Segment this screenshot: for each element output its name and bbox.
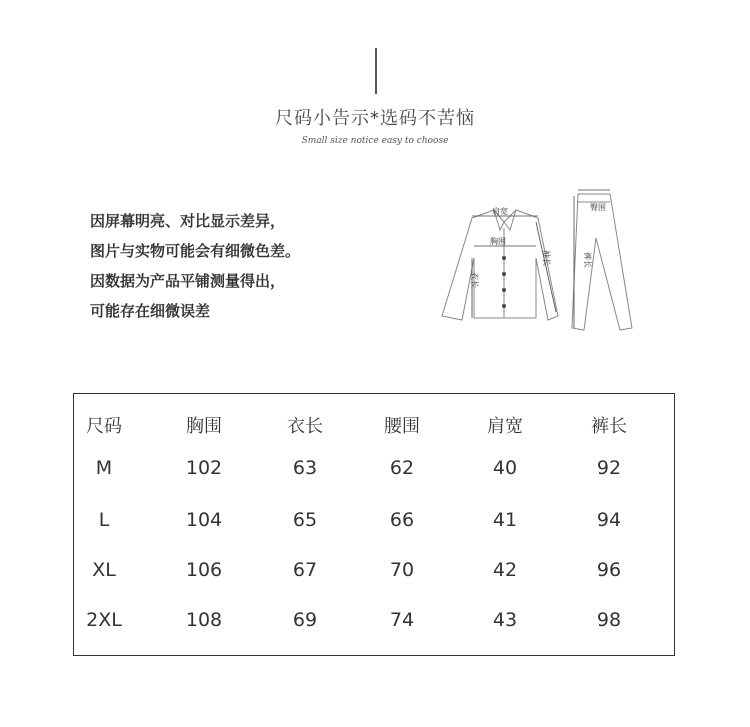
pajama-illustration-icon (432, 188, 640, 338)
divider-line (375, 48, 377, 94)
chest-label: 胸围 (490, 237, 506, 246)
cell-shoulder: 41 (492, 509, 518, 531)
header-length: 衣长 (287, 416, 323, 437)
header-shoulder: 肩宽 (487, 416, 523, 437)
cell-pants-length: 94 (596, 509, 622, 531)
cell-size: XL (92, 559, 116, 581)
table-row (74, 559, 674, 589)
notice-line: 因数据为产品平铺测量得出， (90, 272, 286, 290)
cell-waist: 70 (389, 559, 415, 581)
cell-size: L (98, 509, 110, 531)
pants-outline (572, 194, 632, 330)
page-title: 尺码小告示*选码不苦恼 (275, 108, 475, 129)
size-table (73, 393, 675, 656)
sleeve-length-label: 袖长 (542, 250, 551, 266)
measurement-diagram (432, 188, 640, 338)
header-chest: 胸围 (186, 416, 222, 437)
notice-line: 因屏幕明亮、对比显示差异， (90, 212, 286, 230)
cell-shoulder: 43 (492, 609, 518, 631)
cell-size: 2XL (86, 609, 122, 631)
cell-shoulder: 40 (492, 457, 518, 479)
notice-text (90, 206, 300, 326)
shoulder-label: 肩宽 (492, 207, 508, 216)
cell-length: 63 (292, 457, 318, 479)
cell-length: 65 (292, 509, 318, 531)
table-row (74, 457, 674, 487)
cell-pants-length: 96 (596, 559, 622, 581)
header-size: 尺码 (86, 416, 122, 437)
table-row (74, 509, 674, 539)
cell-length: 67 (292, 559, 318, 581)
cell-size: M (95, 457, 113, 479)
shirt-outline (442, 210, 558, 320)
cell-pants-length: 98 (596, 609, 622, 631)
pants-length-label: 裤长 (583, 252, 592, 268)
cell-chest: 108 (185, 609, 223, 631)
cell-chest: 104 (185, 509, 223, 531)
cell-chest: 102 (185, 457, 223, 479)
cell-waist: 74 (389, 609, 415, 631)
cell-pants-length: 92 (596, 457, 622, 479)
cell-shoulder: 42 (492, 559, 518, 581)
shirt-length-label: 衣长 (470, 272, 479, 288)
cell-waist: 66 (389, 509, 415, 531)
hip-label: 臀围 (590, 203, 606, 212)
notice-line: 图片与实物可能会有细微色差。 (90, 242, 301, 260)
cell-waist: 62 (389, 457, 415, 479)
table-header-row (74, 412, 674, 442)
table-row (74, 609, 674, 639)
cell-chest: 106 (185, 559, 223, 581)
header-pants-length: 裤长 (591, 416, 627, 437)
header-waist: 腰围 (384, 416, 420, 437)
cell-length: 69 (292, 609, 318, 631)
page-subtitle: Small size notice easy to choose (301, 136, 449, 146)
notice-line: 可能存在细微误差 (90, 302, 211, 320)
